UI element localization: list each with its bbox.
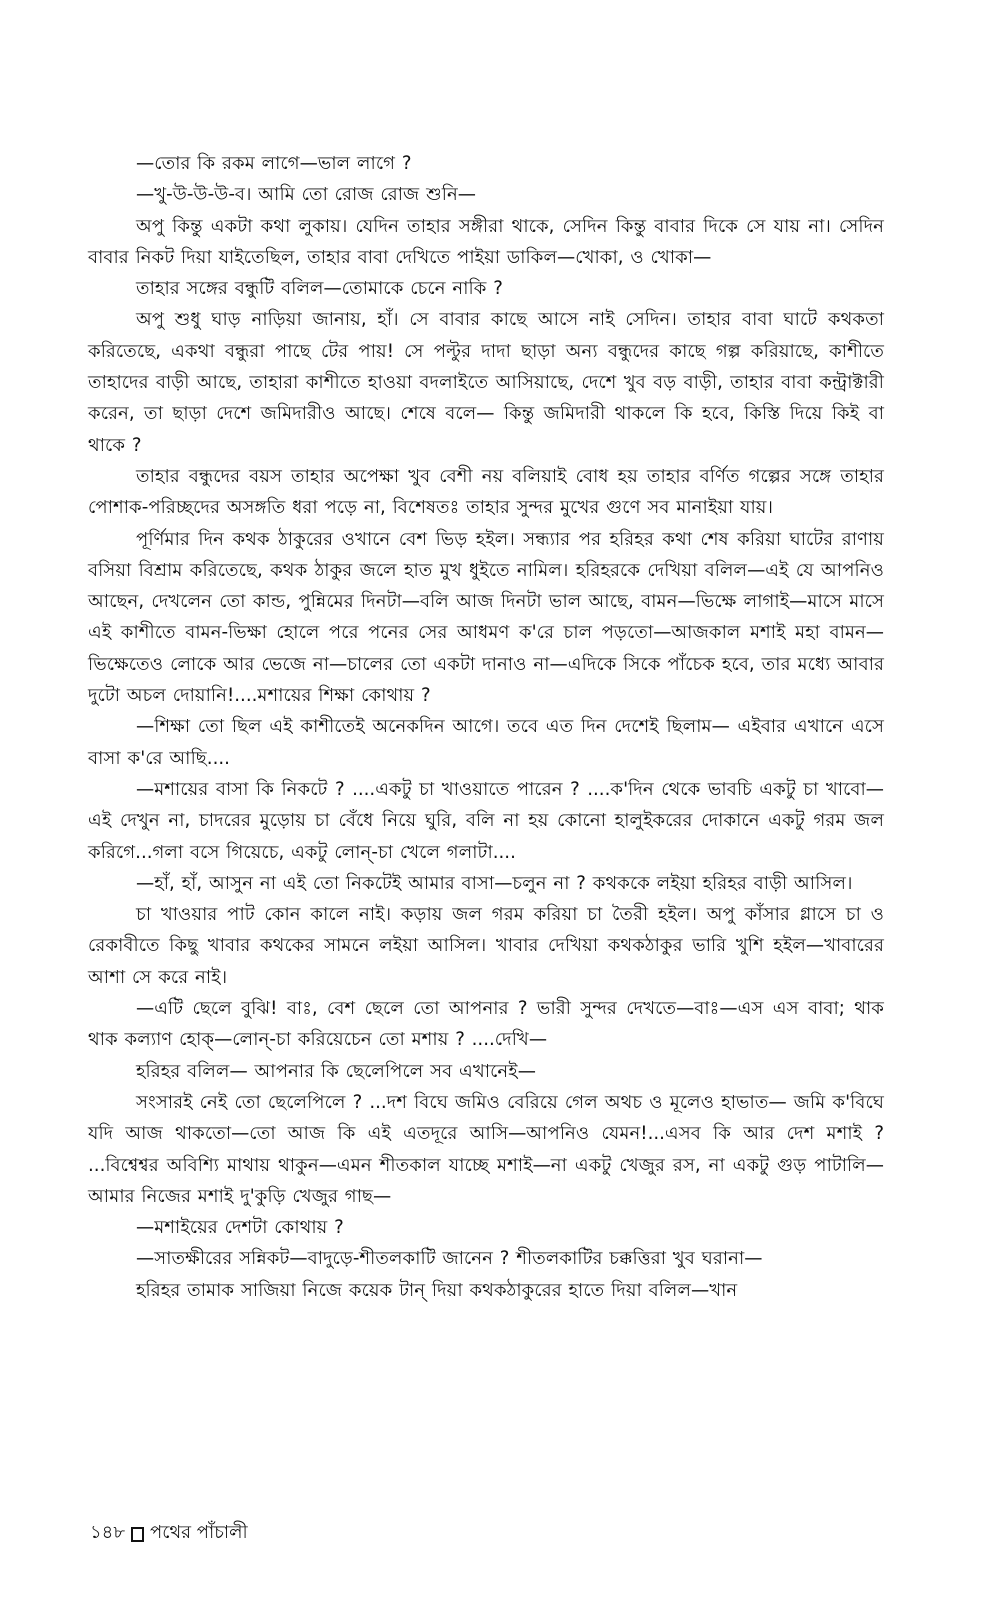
paragraph-8: —শিক্ষা তো ছিল এই কাশীতেই অনেকদিন আগে। তবে এত দিন দেশেই ছিলাম— এইবার এখানে এসে বাসা ক'রে আছি.... <box>88 716 884 769</box>
body-text <box>88 148 884 1306</box>
paragraph-11: চা খাওয়ার পাট কোন কালে নাই। কড়ায় জল গরম করিয়া চা তৈরী হইল। অপু কাঁসার গ্লাসে চা ও রেকাবীতে কিছু খাবার কথকের সামনে লইয়া আসিল। খাবার দেখিয়া কথকঠাকুর ভারি খুশি হইল—খাবারের আশা সে করে নাই। <box>88 904 884 988</box>
paragraph-10: —হাঁ, হাঁ, আসুন না এই তো নিকটেই আমার বাসা—চলুন না ? কথককে লইয়া হরিহর বাড়ী আসিল। <box>136 872 853 894</box>
paragraph-15: —মশাইয়ের দেশটা কোথায় ? <box>136 1217 344 1239</box>
square-bullet-icon <box>131 1527 144 1542</box>
paragraph-7: পূর্ণিমার দিন কথক ঠাকুরের ওখানে বেশ ভিড় হইল। সন্ধ্যার পর হরিহর কথা শেষ করিয়া ঘাটের রাণায় বসিয়া বিশ্রাম করিতেছে, কথক ঠাকুর জলে হাত মুখ ধুইতে নামিল। হরিহরকে দেখিয়া বলিল—এই যে আপনিও আছেন, দেখলেন তো কান্ড, পুন্নিমের দিনটা—বলি আজ দিনটা ভাল আছে, বামন—ভিক্ষে লাগাই—মাসে মাসে এই কাশীতে বামন-ভিক্ষা হোলে পরে পনের সের আধমণ ক'রে চাল পড়তো—আজকাল মশাই মহা বামন—ভিক্ষেতেও লোকে আর ভেজে না—চালের তো একটা দানাও না—এদিকে সিকে পাঁচেক হবে, তার মধ্যে আবার দুটো অচল দোয়ানি!....মশায়ের শিক্ষা কোথায় ? <box>88 528 884 707</box>
book-title: পথের পাঁচালী <box>150 1522 248 1543</box>
paragraph-17: হরিহর তামাক সাজিয়া নিজে কয়েক টান্ দিয়া কথকঠাকুরের হাতে দিয়া বলিল—খান <box>136 1279 738 1301</box>
paragraph-16: —সাতক্ষীরের সন্নিকট—বাদুড়ে-শীতলকাটি জানেন ? শীতলকাটির চক্কত্তিরা খুব ঘরানা— <box>136 1248 763 1270</box>
paragraph-3: অপু কিন্তু একটা কথা লুকায়। যেদিন তাহার সঙ্গীরা থাকে, সেদিন কিন্তু বাবার দিকে সে যায় না। সেদিন বাবার নিকট দিয়া যাইতেছিল, তাহার বাবা দেখিতে পাইয়া ডাকিল—খোকা, ও খোকা— <box>88 215 884 268</box>
page-number: ১৪৮ <box>90 1522 126 1543</box>
paragraph-6: তাহার বন্ধুদের বয়স তাহার অপেক্ষা খুব বেশী নয় বলিয়াই বোধ হয় তাহার বর্ণিত গল্পের সঙ্গে তাহার পোশাক-পরিচ্ছদের অসঙ্গতি ধরা পড়ে না, বিশেষতঃ তাহার সুন্দর মুখের গুণে সব মানাইয়া যায়। <box>88 465 884 519</box>
paragraph-12: —এটি ছেলে বুঝি! বাঃ, বেশ ছেলে তো আপনার ? ভারী সুন্দর দেখতে—বাঃ—এস এস বাবা; থাক থাক কল্যাণ হোক্—লোন্-চা করিয়েচেন তো মশায় ? ....দেখি— <box>88 998 884 1051</box>
paragraph-13: হরিহর বলিল— আপনার কি ছেলেপিলে সব এখানেই— <box>136 1060 536 1082</box>
paragraph-9: —মশায়ের বাসা কি নিকটে ? ....একটু চা খাওয়াতে পারেন ? ....ক'দিন থেকে ভাবচি একটু চা খাবো—এই দেখুন না, চাদরের মুড়োয় চা বেঁধে নিয়ে ঘুরি, বলি না হয় কোনো হালুইকরের দোকানে একটু গরম জল করিগে...গলা বসে গিয়েচে, একটু লোন্-চা খেলে গলাটা.... <box>88 778 884 863</box>
paragraph-2: —খু-উ-উ-উ-ব। আমি তো রোজ রোজ শুনি— <box>136 184 476 206</box>
paragraph-4: তাহার সঙ্গের বন্ধুটি বলিল—তোমাকে চেনে নাকি ? <box>136 278 503 300</box>
paragraph-1: —তোর কি রকম লাগে—ভাল লাগে ? <box>136 153 412 174</box>
page-footer <box>90 1520 248 1546</box>
paragraph-14: সংসারই নেই তো ছেলেপিলে ? ...দশ বিঘে জমিও বেরিয়ে গেল অথচ ও মূলেও হাভাত— জমি ক'বিঘে যদি আজ থাকতো—তো আজ কি এই এতদূরে আসি—আপনিও যেমন!...এসব কি আর দেশ মশাই ? ...বিশ্বেশ্বর অবিশ্যি মাথায় থাকুন—এমন শীতকাল যাচ্ছে মশাই—না একটু খেজুর রস, না একটু গুড় পাটালি—আমার নিজের মশাই দু'কুড়ি খেজুর গাছ— <box>88 1091 884 1207</box>
paragraph-5: অপু শুধু ঘাড় নাড়িয়া জানায়, হাঁ। সে বাবার কাছে আসে নাই সেদিন। তাহার বাবা ঘাটে কথকতা করিতেছে, একথা বন্ধুরা পাছে টের পায়! সে পল্টুর দাদা ছাড়া অন্য বন্ধুদের কাছে গল্প করিয়াছে, কাশীতে তাহাদের বাড়ী আছে, তাহারা কাশীতে হাওয়া বদলাইতে আসিয়াছে, দেশে খুব বড় বাড়ী, তাহার বাবা কন্ট্রাক্টারী করেন, তা ছাড়া দেশে জমিদারীও আছে। শেষে বলে— কিন্তু জমিদারী থাকলে কি হবে, কিস্তি দিয়ে কিই বা থাকে ? <box>88 309 884 456</box>
